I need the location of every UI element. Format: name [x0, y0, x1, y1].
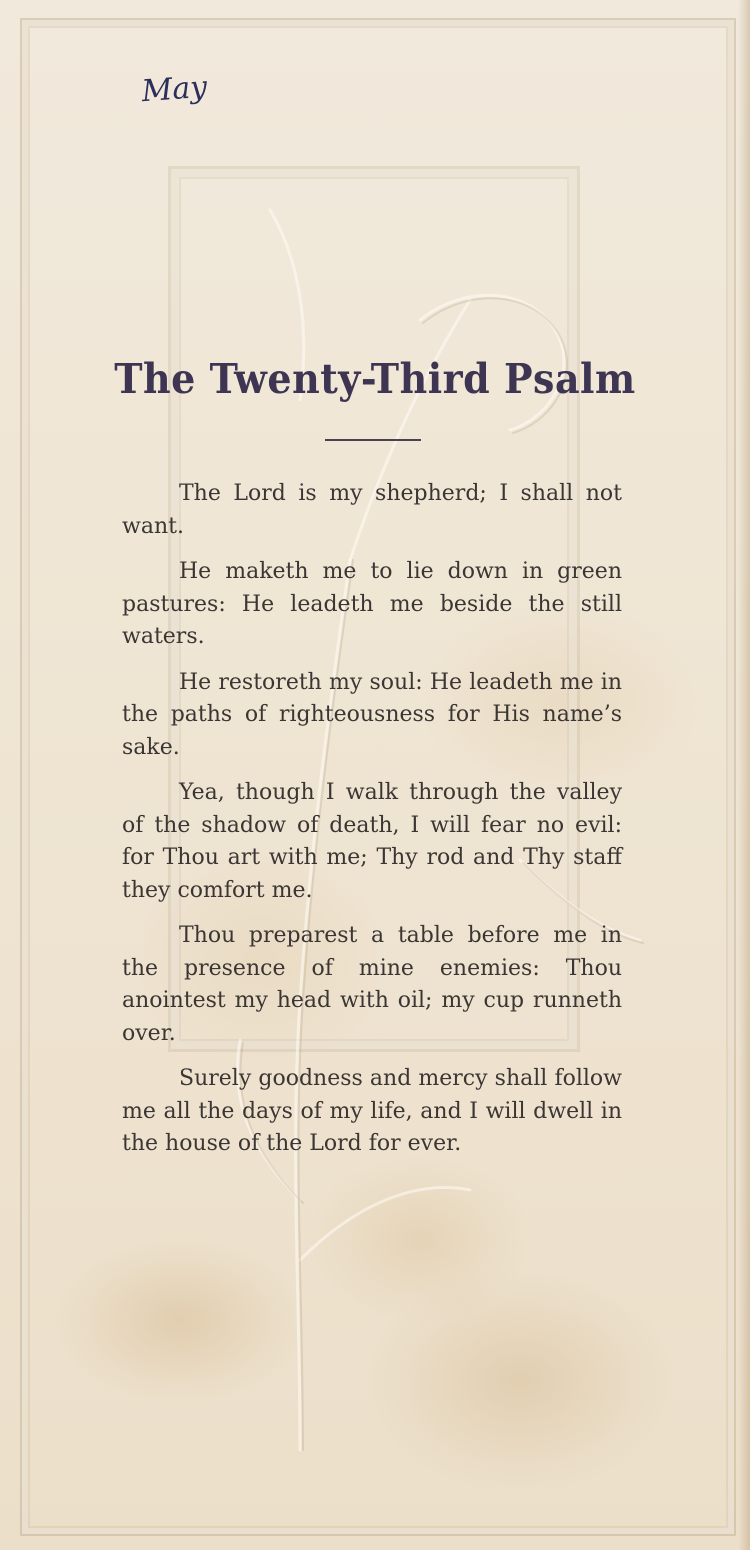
- verse-2: He maketh me to lie down in green pastures: He leadeth me beside the still waters.: [122, 559, 622, 649]
- verse-5: Thou preparest a table before me in the presence of mine enemies: Thou anointest my head with oil; my cup runneth over.: [122, 923, 622, 1046]
- handwritten-note-may: [138, 60, 248, 130]
- title-divider: [325, 439, 421, 441]
- handwritten-note-text: May: [140, 69, 209, 110]
- verse-6: Surely goodness and mercy shall follow me all the days of my life, and I will dwell in the house of the Lord for ever.: [122, 1066, 622, 1156]
- verse-4: Yea, though I walk through the valley of the shadow of death, I will fear no evil: for Thou art with me; Thy rod and Thy staff they comfort me.: [122, 780, 622, 903]
- psalm-verses: [122, 478, 622, 1174]
- verse-3: He restoreth my soul: He leadeth me in the paths of righteousness for His name’s sake.: [122, 669, 622, 760]
- psalm-title: The Twenty-Third Psalm: [114, 354, 636, 403]
- verse-1: The Lord is my shepherd; I shall not want.: [122, 481, 622, 539]
